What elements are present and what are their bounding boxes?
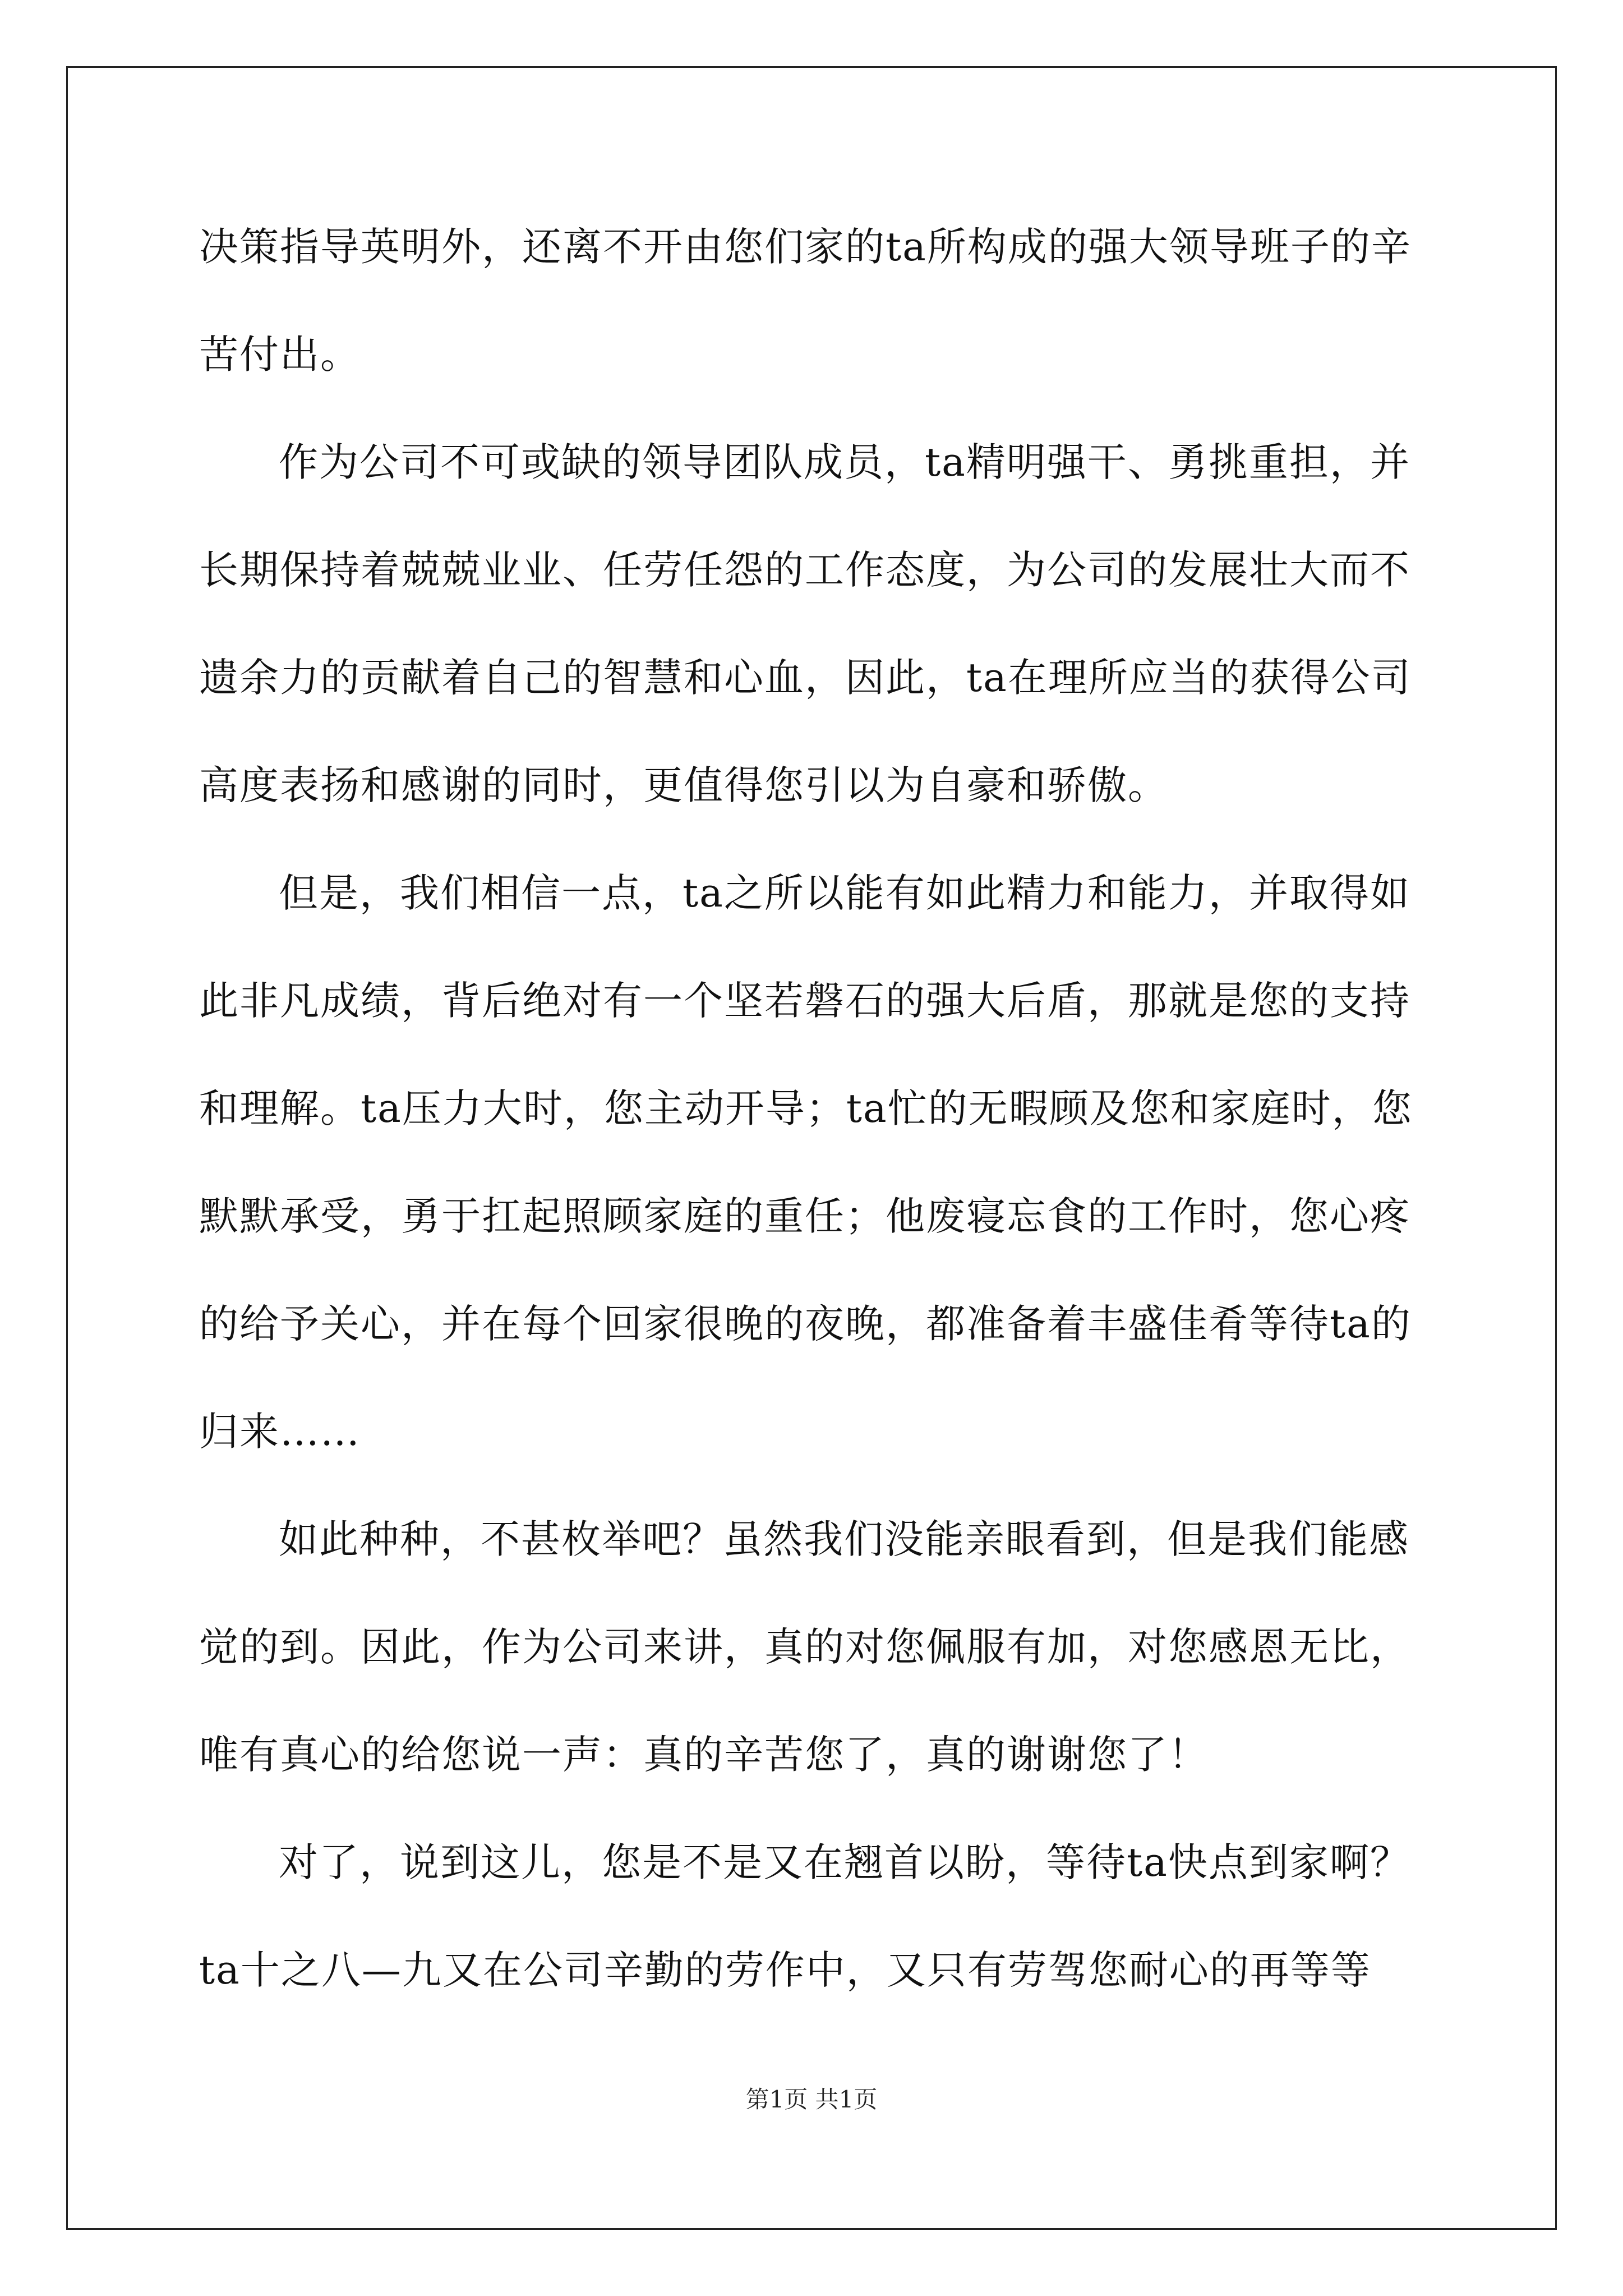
paragraph-start-line: 对了，说到这儿，您是不是又在翘首以盼，等待ta快点到家啊？ <box>279 1839 1410 1885</box>
text-line: 默默承受，勇于扛起照顾家庭的重任；他废寝忘食的工作时，您心疼 <box>199 1193 1410 1239</box>
text-line: 的给予关心，并在每个回家很晚的夜晚，都准备着丰盛佳肴等待ta的 <box>199 1301 1412 1347</box>
text-line: 唯有真心的给您说一声：真的辛苦您了，真的谢谢您了！ <box>199 1732 1209 1778</box>
text-line: 此非凡成绩，背后绝对有一个坚若磐石的强大后盾，那就是您的支持 <box>199 978 1410 1024</box>
text-line: 归来…… <box>199 1409 361 1455</box>
paragraph-start-line: 如此种种，不甚枚举吧？虽然我们没能亲眼看到，但是我们能感 <box>279 1516 1409 1562</box>
text-line: ta十之八—九又在公司辛勤的劳作中，又只有劳驾您耐心的再等等 <box>199 1947 1371 1993</box>
paragraph-start-line: 但是，我们相信一点，ta之所以能有如此精力和能力，并取得如 <box>279 870 1410 916</box>
text-line: 长期保持着兢兢业业、任劳任怨的工作态度，为公司的发展壮大而不 <box>199 547 1410 593</box>
text-line: 觉的到。因此，作为公司来讲，真的对您佩服有加，对您感恩无比， <box>199 1624 1410 1670</box>
paragraph-start-line: 作为公司不可或缺的领导团队成员，ta精明强干、勇挑重担，并 <box>279 439 1410 485</box>
text-line: 和理解。ta压力大时，您主动开导；ta忙的无暇顾及您和家庭时，您 <box>199 1085 1413 1131</box>
text-line: 高度表扬和感谢的同时，更值得您引以为自豪和骄傲。 <box>199 762 1168 808</box>
document-body <box>199 213 1438 2044</box>
text-line: 决策指导英明外，还离不开由您们家的ta所构成的强大领导班子的辛 <box>199 224 1412 270</box>
page-footer: 第1页 共1页 <box>745 2086 878 2113</box>
text-line: 苦付出。 <box>199 332 361 378</box>
text-line: 遗余力的贡献着自己的智慧和心血，因此，ta在理所应当的获得公司 <box>199 655 1412 701</box>
